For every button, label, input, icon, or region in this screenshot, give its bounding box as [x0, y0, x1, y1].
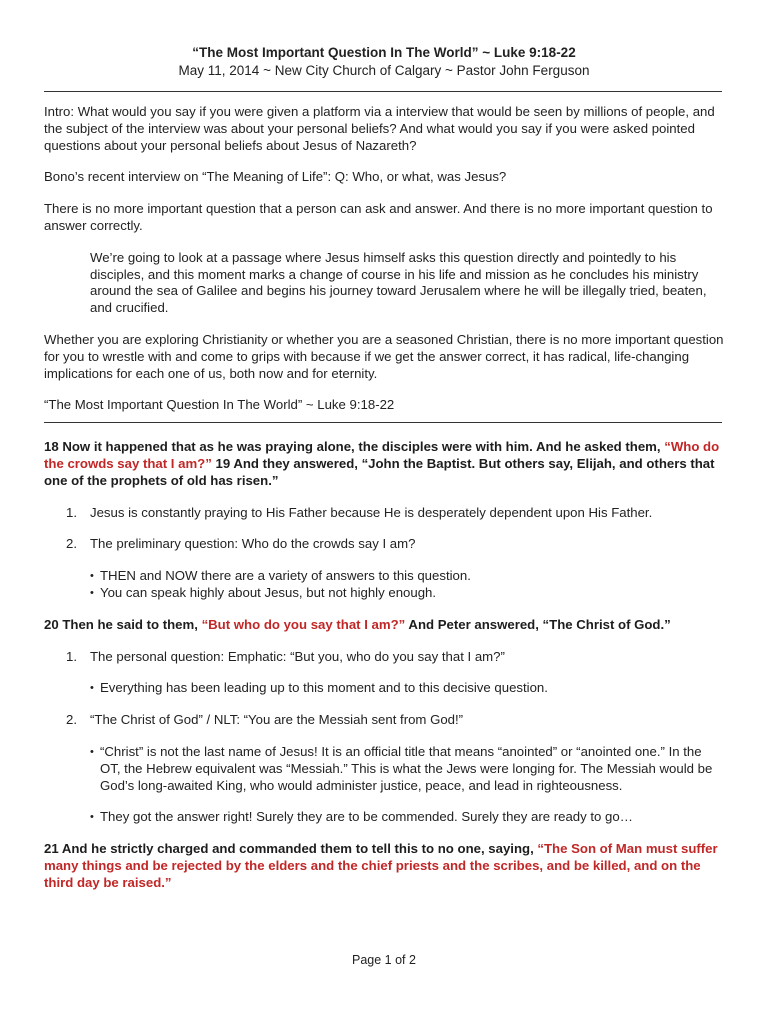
verse-20: [44, 617, 724, 634]
bono-paragraph: Bono’s recent interview on “The Meaning of Life”: Q: Who, or what, was Jesus?: [44, 169, 507, 185]
bullet-item: • They got the answer right! Surely they are to be commended. Surely they are ready to go…: [44, 809, 724, 826]
list-item: 1. Jesus is constantly praying to His Father because He is desperately dependent upon His Father.: [66, 504, 653, 520]
bullet-item: • “Christ” is not the last name of Jesus! It is an official title that means “anointed” or “anointed one.” In the OT, the Hebrew equivalent was “Messiah.” This is what the Jews were longing for. The Messiah would be God’s long-awaited King, who would administer justice, peace, and lead in righteousness.: [44, 744, 724, 794]
points-list-2: [44, 649, 724, 666]
exploring-paragraph: Whether you are exploring Christianity or whether you are a seasoned Christian, there is no more important question for you to wrestle with and come to grips with because if we get the answer correct, it has radical, life-changing implications for each one of us, both now and for eternity.: [44, 331, 724, 381]
bullet-item: • Everything has been leading up to this moment and to this decisive question.: [44, 680, 724, 697]
points-list-1: [44, 505, 724, 554]
intro-paragraph: Intro: What would you say if you were given a platform via a interview that would be seen by millions of people, and the subject of the interview was about your personal beliefs? And what would you say if you were asked pointed questions about your personal beliefs about Jesus of Nazareth?: [44, 104, 715, 153]
bullet-item: • You can speak highly about Jesus, but not highly enough.: [44, 585, 724, 602]
verse-21-22: [44, 841, 724, 891]
bullet-item: • THEN and NOW there are a variety of answers to this question.: [44, 568, 724, 585]
importance-paragraph: There is no more important question that a person can ask and answer. And there is no more important question to answer correctly.: [44, 201, 713, 233]
section-divider: [44, 422, 722, 423]
verse-20-text: 20 Then he said to them,: [44, 616, 202, 632]
verse-20-answer: And Peter answered, “The Christ of God.”: [405, 616, 671, 632]
verse-18-19: [44, 439, 724, 489]
points-list-3: [44, 712, 724, 729]
sermon-title-repeat: “The Most Important Question In The World” ~ Luke 9:18-22: [44, 397, 395, 413]
page-subtitle: May 11, 2014 ~ New City Church of Calgary ~ Pastor John Ferguson: [178, 63, 590, 78]
list-item: 2. The preliminary question: Who do the crowds say I am?: [66, 536, 416, 552]
document-body: [44, 104, 724, 907]
list-item: 1. The personal question: Emphatic: “But you, who do you say that I am?”: [66, 648, 505, 664]
page-title: “The Most Important Question In The World” ~ Luke 9:18-22: [192, 45, 576, 60]
verse-18-quote: “Who do the crowds say that I am?”: [44, 439, 720, 471]
verse-21-text: 21 And he strictly charged and commanded them to tell this to no one, saying,: [44, 841, 538, 857]
bullet-list-3: [44, 744, 724, 826]
verse-22-quote: “The Son of Man must suffer many things and be rejected by the elders and the chief priests and the scribes, and be killed, and on the third day be raised.”: [44, 841, 718, 890]
verse-18-text: 18 Now it happened that as he was praying alone, the disciples were with him. And he asked them,: [44, 439, 665, 455]
list-item: 2. “The Christ of God” / NLT: “You are the Messiah sent from God!”: [66, 712, 464, 728]
bullet-list-2: [44, 680, 724, 697]
page-number: Page 1 of 2: [352, 953, 416, 967]
verse-19-text: 19 And they answered, “John the Baptist. But others say, Elijah, and others that one of the prophets of old has risen.”: [44, 455, 715, 488]
verse-20-quote: “But who do you say that I am?”: [201, 616, 406, 632]
header-divider: [44, 91, 722, 92]
bullet-list-1: [44, 568, 724, 602]
passage-paragraph: We’re going to look at a passage where Jesus himself asks this question directly and pointedly to his disciples, and this moment marks a change of course in his life and mission as he concludes his ministry around the sea of Galilee and begins his journey toward Jerusalem where he will be illegally tried, beaten, and crucified.: [90, 249, 707, 316]
